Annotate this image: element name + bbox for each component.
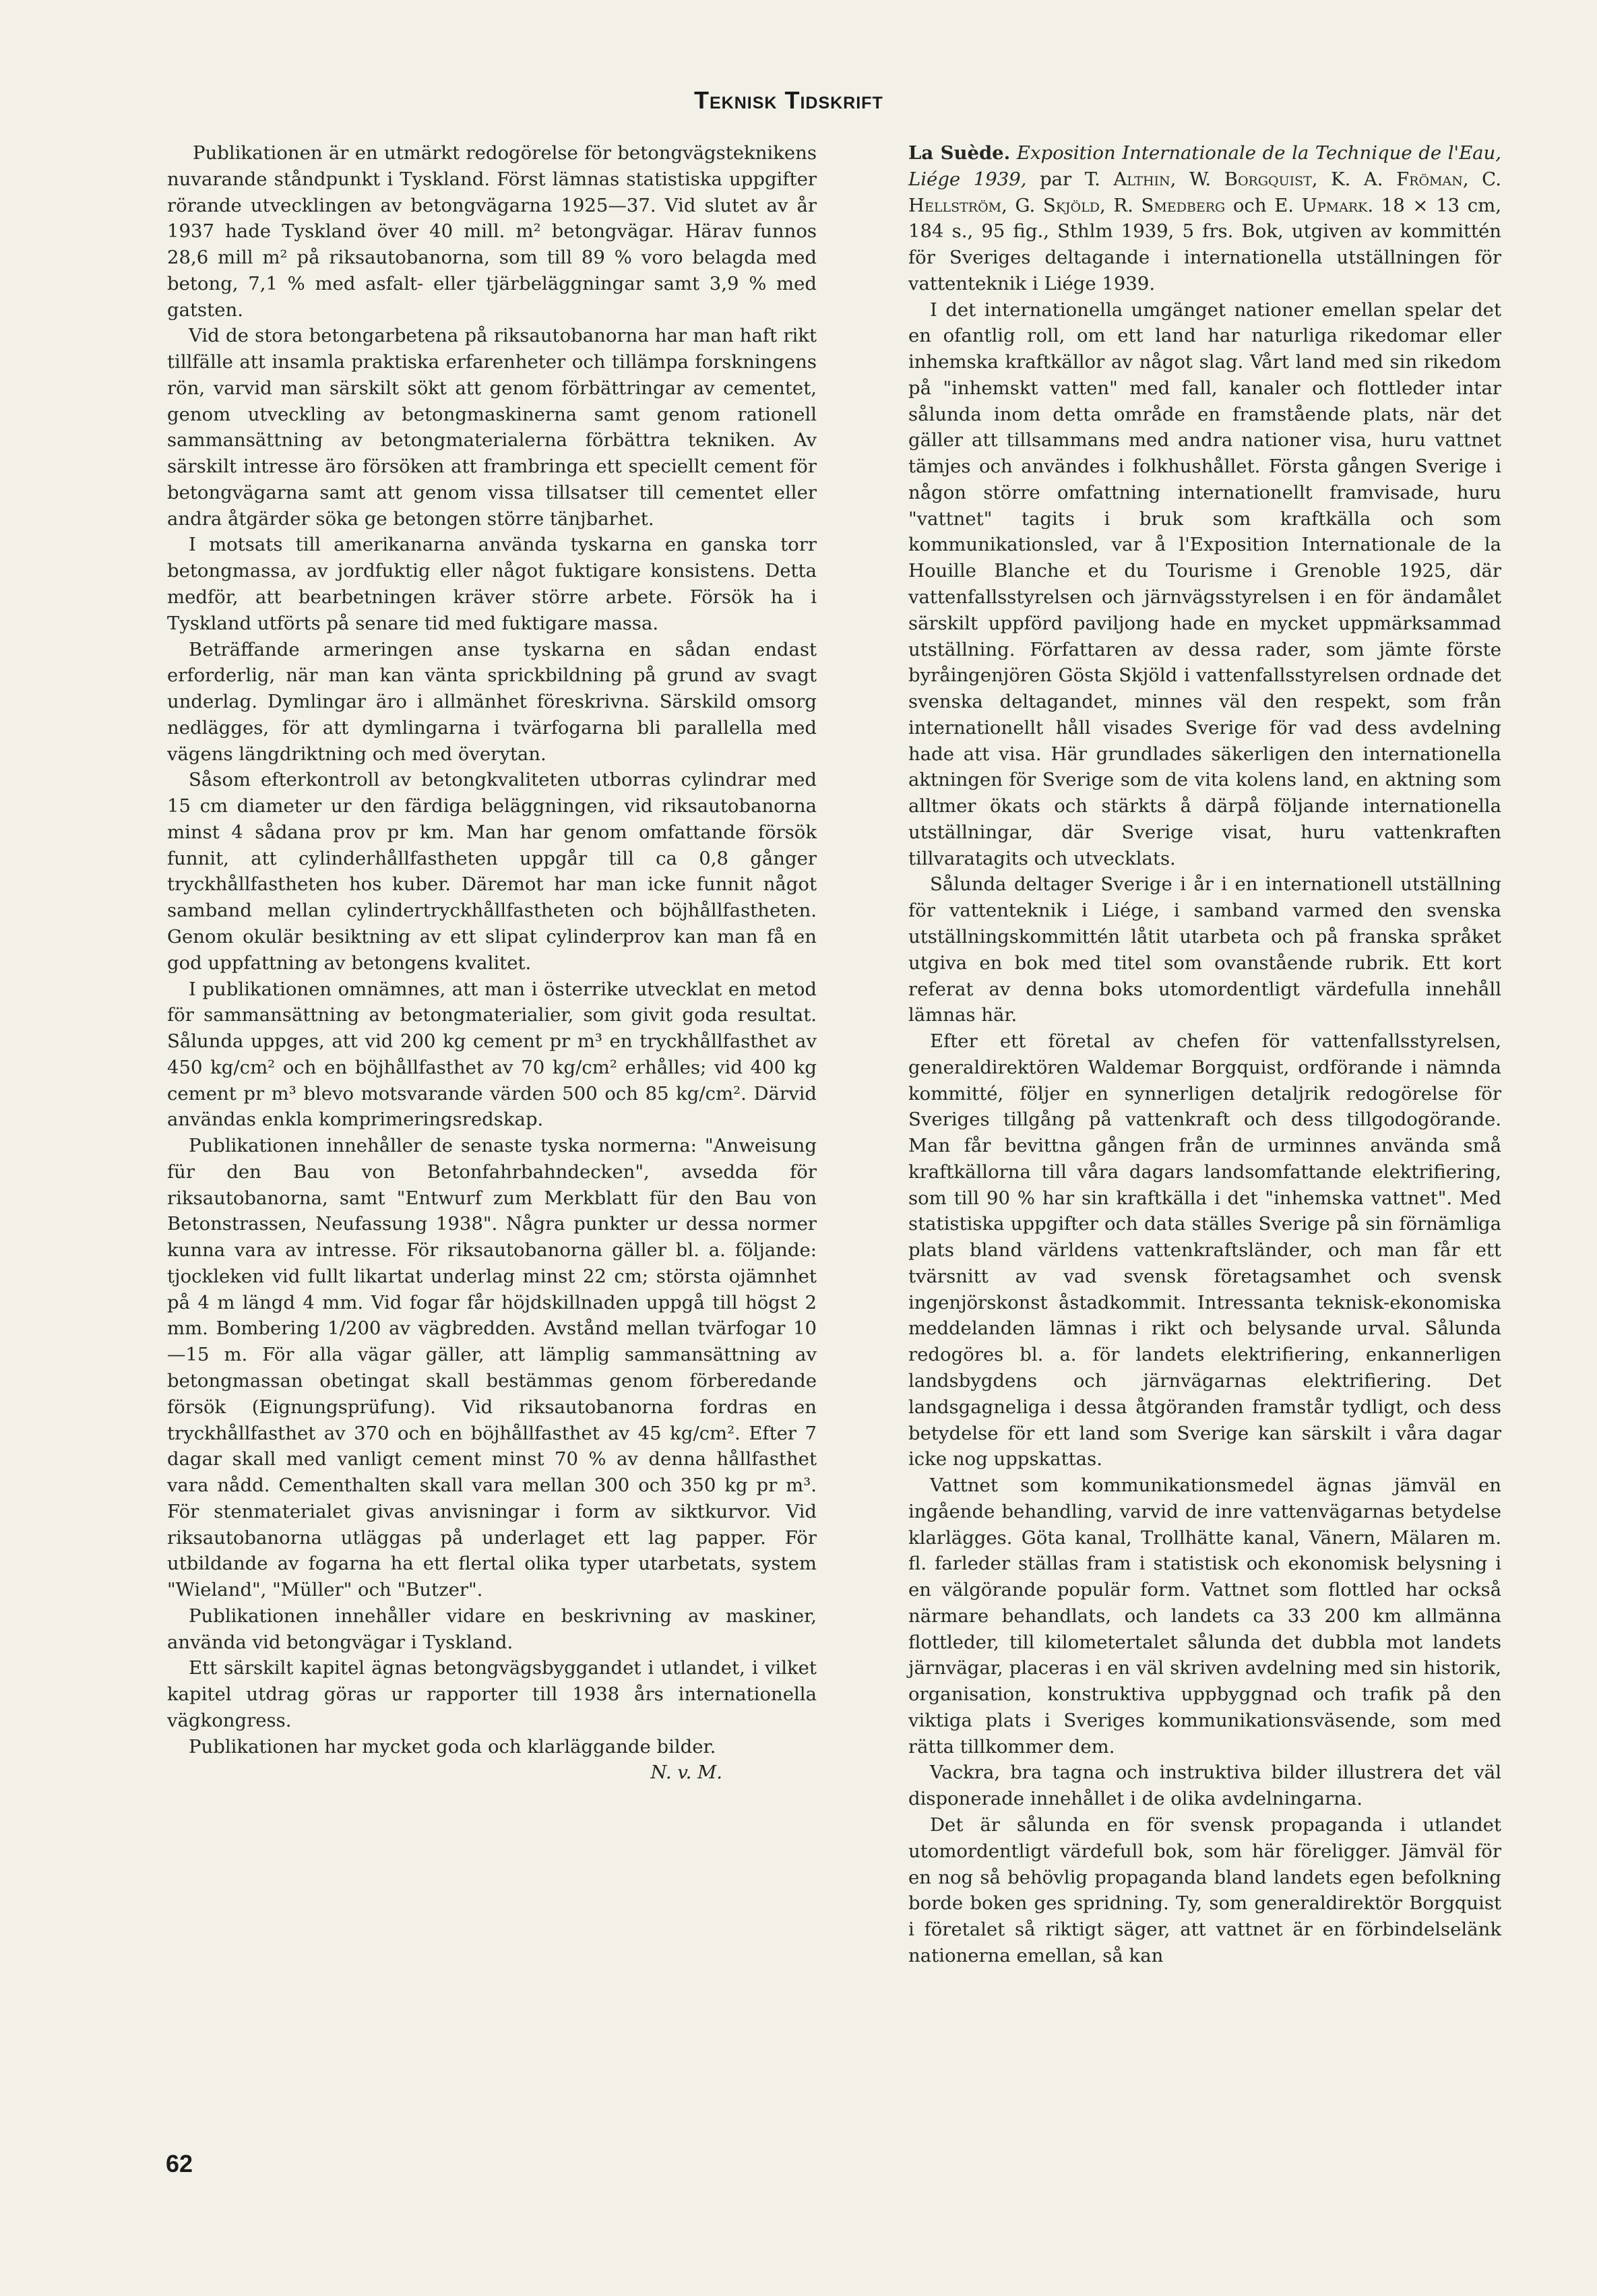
right-paragraph: Det är sålunda en för svensk propaganda i utlandet utomordentligt värdefull bok, som här föreligger. Jämväl för en nog så behövlig propaganda bland landets egen befolkning borde boken ges spridning. Ty, som generaldirektör Borgquist i företalet så riktigt säger, att vattnet är en förbindelselänk nationerna emellan, så kan xyxy=(908,1814,1501,1966)
right-column xyxy=(908,140,1501,1969)
review-heading xyxy=(908,140,1501,297)
left-paragraph: Såsom efterkontroll av betongkvaliteten utborras cylindrar med 15 cm diameter ur den färdiga beläggningen, vid riksautobanorna minst 4 sådana prov pr km. Man har genom omfattande försök funnit, att cylinderhållfastheten uppgår till ca 0,8 gånger tryckhållfastheten hos kuber. Däremot har man icke funnit något samband mellan cylindertryckhållfastheten och böjhållfastheten. Genom okulär besiktning av ett slipat cylinderprov kan man få en god uppfattning av betongens kvalitet. xyxy=(167,769,817,974)
author-signature: N. v. M. xyxy=(650,1762,722,1784)
right-paragraph: Efter ett företal av chefen för vattenfallsstyrelsen, generaldirektören Waldemar Borgquist, ordförande i nämnda kommitté, följer en synnerligen detaljrik redogörelse för Sveriges tillgång på vattenkraft och dess tillgodogörande. Man får bevittna gången från de urminnes använda små kraftkällorna till våra dagars landsomfattande elektrifiering, som till 90 % har sin kraftkälla i det "inhemska vattnet". Med statistiska uppgifter och data ställes Sverige på sin förnämliga plats bland världens vattenkraftsländer, och man får ett tvärsnitt av vad svensk företagsamhet och svensk ingenjörskonst åstadkommit. Intressanta teknisk-ekonomiska meddelanden lämnas i rikt och belysande urval. Sålunda redogöres bl. a. för landets elektrifiering, enkannerligen landsbygdens och järnvägarnas elektrifiering. Det landsgagneliga i dessa åtgöranden framstår tydligt, och dess betydelse för ett land som Sverige kan särskilt i våra dagar icke nog uppskattas. xyxy=(908,1030,1501,1470)
journal-title: Teknisk Tidskrift xyxy=(694,86,883,114)
left-paragraph: I publikationen omnämnes, att man i österrike utvecklat en metod för sammansättning av betongmaterialier, som givit goda resultat. Sålunda uppges, att vid 200 kg cement pr m³ en tryckhållfasthet av 450 kg/cm² och en böjhållfasthet av 70 kg/cm² erhålles; vid 400 kg cement pr m³ blevo motsvarande värden 500 och 85 kg/cm². Därvid användas enkla komprimeringsredskap. xyxy=(167,978,817,1131)
left-paragraph: Publikationen innehåller de senaste tyska normerna: "Anweisung für den Bau von Betonfahrbahndecken", avsedda för riksautobanorna, samt "Entwurf zum Merkblatt für den Bau von Betonstrassen, Neufassung 1938". Några punkter ur dessa normer kunna vara av intresse. För riksautobanorna gäller bl. a. följande: tjockleken vid fullt likartat underlag minst 22 cm; största ojämnhet på 4 m längd 4 mm. Vid fogar får höjdskillnaden uppgå till högst 2 mm. Bombering 1/200 av vägbredden. Avstånd mellan tvärfogar 10—15 m. För alla vägar gäller, att lämplig sammansättning av betongmassan obetingat skall bestämmas genom förberedande försök (Eignungsprüfung). Vid riksautobanorna fordras en tryckhållfasthet av 370 och en böjhållfasthet av 45 kg/cm². Efter 7 dagar skall med vanligt cement minst 70 % av denna hållfasthet vara nådd. Cementhalten skall vara mellan 300 och 350 kg pr m³. För stenmaterialet givas anvisningar i form av siktkurvor. Vid riksautobanorna utläggas på underlaget ett lag papper. För utbildande av fogarna ha ett flertal olika typer utarbetats, system "Wieland", "Müller" och "Butzer". xyxy=(167,1135,817,1601)
left-paragraph: I motsats till amerikanarna använda tyskarna en ganska torr betongmassa, av jordfuktig eller något fuktigare konsistens. Detta medför, att bearbetningen kräver större arbete. Försök ha i Tyskland utförts på senare tid med fuktigare massa. xyxy=(167,534,817,634)
left-paragraph: Publikationen innehåller vidare en beskrivning av maskiner, använda vid betongvägar i Tyskland. xyxy=(167,1605,817,1653)
left-paragraph: Ett särskilt kapitel ägnas betongvägsbyggandet i utlandet, i vilket kapitel utdrag göras ur rapporter till 1938 års internationella vägkongress. xyxy=(167,1657,817,1731)
left-column xyxy=(167,140,817,1786)
right-paragraph: Vackra, bra tagna och instruktiva bilder illustrera det väl disponerade innehållet i de olika avdelningarna. xyxy=(908,1762,1501,1810)
signature-row xyxy=(167,1760,817,1786)
left-closing-paragraph: Publikationen har mycket goda och klarläggande bilder. xyxy=(189,1735,716,1758)
right-paragraph: I det internationella umgänget nationer emellan spelar det en ofantlig roll, om ett land har naturliga rikedomar eller inhemska kraftkällor av något slag. Vårt land med sin rikedom på "inhemskt vatten" med fall, kanaler och flottleder intar sålunda inom detta område en framstående plats, när det gäller att tillsammans med andra nationer visa, huru vattnet tämjes och användes i folkhushållet. Första gången Sverige i någon större omfattning internationellt framvisade, huru "vattnet" tagits i bruk som kraftkälla och som kommunikationsled, var å l'Exposition Internationale de la Houille Blanche et du Tourisme i Grenoble 1925, där vattenfallsstyrelsen och järnvägsstyrelsen i en för ändamålet särskilt uppförd paviljong hade en mycket uppmärksammad utställning. Författaren av dessa rader, som jämte förste byråingenjören Gösta Skjöld i vattenfallsstyrelsen ordnade det svenska deltagandet, minnes väl den respekt, som från internationellt håll visades Sverige för vad dess avdelning hade att visa. Här grundlades säkerligen den internationella aktningen för Sverige som de vita kolens land, en aktning som alltmer ökats och stärkts å därpå följande internationella utställningar, där Sverige visat, huru vattenkraften tillvaratagits och utvecklats. xyxy=(908,299,1501,869)
review-last-author: Upmark. xyxy=(1301,194,1374,216)
left-paragraph: Vid de stora betongarbetena på riksautobanorna har man haft rikt tillfälle att insamla praktiska erfarenheter och tillämpa forskningens rön, varvid man särskilt sökt att genom förbättringar av cementet, genom utveckling av betongmaskinerna samt genom rationell sammansättning av betongmaterialerna förbättra tekniken. Av särskilt intresse äro försöken att frambringa ett speciellt cement för betongvägarna samt att genom vissa tillsatser till cementet eller andra åtgärder söka ge betongen större tänjbarhet. xyxy=(167,325,817,530)
review-authors-prefix: par T. xyxy=(1040,168,1100,190)
review-book-title: Exposition Internationale de la Technique de l'Eau, Liége 1939, xyxy=(908,142,1501,190)
right-paragraph: Vattnet som kommunikationsmedel ägnas jämväl en ingående behandling, varvid de inre vattenvägarnas betydelse klarlägges. Göta kanal, Trollhätte kanal, Vänern, Mälaren m. fl. farleder ställas fram i statistisk och ekonomisk belysning i en välgörande populär form. Vattnet som flottled har också närmare behandlats, och landets ca 33 200 km allmänna flottleder, till kilometertalet sålunda det dubbla mot landets järnvägar, placeras i en väl skriven avdelning med sin historik, organisation, konstruktiva uppbyggnad och trafik på den viktiga plats i Sveriges kommunikationsväsende, som med rätta tillkommer dem. xyxy=(908,1475,1501,1758)
review-details: 18 × 13 cm, 184 s., 95 fig., Sthlm 1939, 5 frs. Bok, utgiven av kommittén för Sveriges deltagande i internationella utställningen för vattenteknik i Liége 1939. xyxy=(908,194,1501,294)
review-authors: Althin, W. Borgquist, K. A. Fröman, C. Hellström, G. Skjöld, R. Smedberg xyxy=(908,168,1501,216)
left-paragraph: Publikationen är en utmärkt redogörelse för betongvägsteknikens nuvarande ståndpunkt i Tyskland. Först lämnas statistiska uppgifter rörande utvecklingen av betongvägarna 1925—37. Vid slutet av år 1937 hade Tyskland över 40 mill. m² betongvägar. Härav funnos 28,6 mill m² på riksautobanorna, som till 89 % voro belagda med betong, 7,1 % med asfalt- eller tjärbeläggningar samt 3,9 % med gatsten. xyxy=(167,142,817,321)
review-place: La Suède. xyxy=(908,142,1011,164)
page-number: 62 xyxy=(166,2150,193,2177)
review-authors-joiner: och E. xyxy=(1232,194,1294,216)
right-paragraph: Sålunda deltager Sverige i år i en internationell utställning för vattenteknik i Liége, i samband varmed den svenska utställningskommittén låtit utarbeta och på franska språket utgiva en bok med titel som ovanstående rubrik. Ett kort referat av denna boks utomordentligt värdefulla innehåll lämnas här. xyxy=(908,873,1501,1026)
left-paragraph: Beträffande armeringen anse tyskarna en sådan endast erforderlig, när man kan vänta sprickbildning på grund av svagt underlag. Dymlingar äro i allmänhet föreskrivna. Särskild omsorg nedlägges, för att dymlingarna i tvärfogarna bli parallella med vägens längdriktning och med överytan. xyxy=(167,638,817,765)
